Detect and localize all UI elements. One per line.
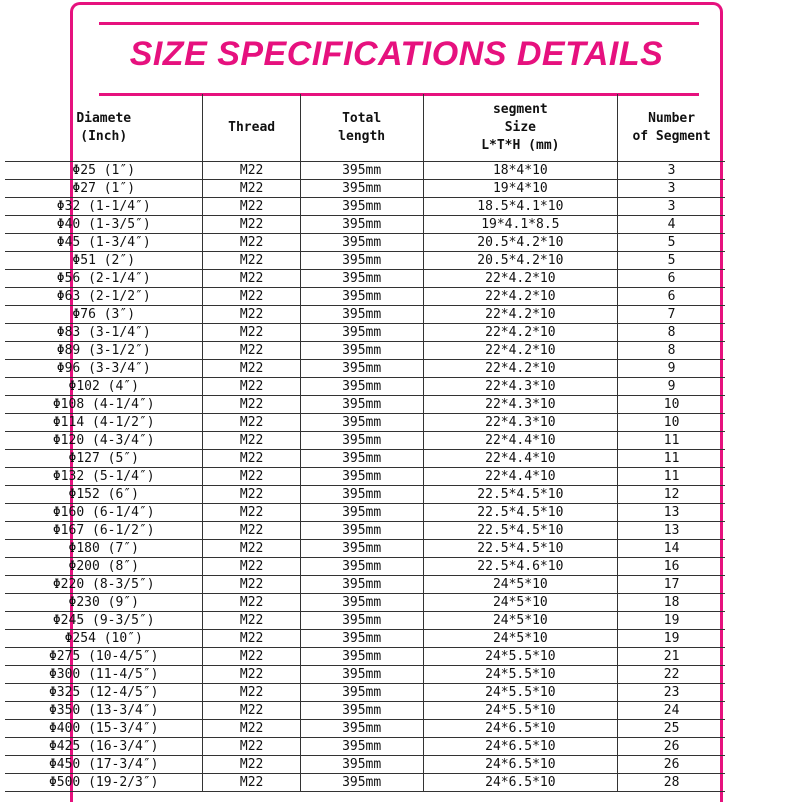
cell-segment-size: 24*5.5*10 [423, 684, 618, 702]
cell-total-length: 395mm [300, 504, 423, 522]
cell-segment-count: 8 [618, 324, 725, 342]
table-row [5, 414, 725, 432]
cell-segment-size: 22*4.2*10 [423, 360, 618, 378]
table-row [5, 774, 725, 792]
cell-diameter: Φ254 (10″) [5, 630, 203, 648]
cell-segment-size: 19*4*10 [423, 180, 618, 198]
cell-diameter: Φ200 (8″) [5, 558, 203, 576]
cell-total-length: 395mm [300, 612, 423, 630]
cell-diameter: Φ275 (10-4/5″) [5, 648, 203, 666]
column-header-diameter: Diamete (Inch) [5, 94, 203, 162]
cell-segment-size: 22*4.4*10 [423, 468, 618, 486]
cell-segment-size: 24*5.5*10 [423, 648, 618, 666]
table-row [5, 666, 725, 684]
table-body [5, 162, 725, 792]
cell-total-length: 395mm [300, 720, 423, 738]
cell-thread: M22 [203, 252, 300, 270]
cell-diameter: Φ132 (5-1/4″) [5, 468, 203, 486]
table-row [5, 684, 725, 702]
table-row [5, 360, 725, 378]
cell-thread: M22 [203, 234, 300, 252]
table-header-row [5, 94, 725, 162]
table-row [5, 306, 725, 324]
table-row [5, 702, 725, 720]
table-row [5, 630, 725, 648]
cell-segment-size: 24*5*10 [423, 576, 618, 594]
cell-segment-size: 24*5*10 [423, 612, 618, 630]
cell-total-length: 395mm [300, 288, 423, 306]
table-row [5, 198, 725, 216]
table-row [5, 378, 725, 396]
cell-thread: M22 [203, 324, 300, 342]
cell-thread: M22 [203, 738, 300, 756]
table-row [5, 234, 725, 252]
cell-segment-count: 10 [618, 396, 725, 414]
cell-segment-count: 4 [618, 216, 725, 234]
cell-segment-size: 24*6.5*10 [423, 720, 618, 738]
cell-segment-count: 13 [618, 504, 725, 522]
cell-thread: M22 [203, 594, 300, 612]
cell-diameter: Φ27 (1″) [5, 180, 203, 198]
cell-thread: M22 [203, 342, 300, 360]
cell-thread: M22 [203, 666, 300, 684]
cell-segment-size: 22.5*4.5*10 [423, 522, 618, 540]
cell-segment-count: 9 [618, 378, 725, 396]
cell-thread: M22 [203, 648, 300, 666]
cell-thread: M22 [203, 612, 300, 630]
cell-total-length: 395mm [300, 216, 423, 234]
table-row [5, 288, 725, 306]
cell-diameter: Φ300 (11-4/5″) [5, 666, 203, 684]
cell-thread: M22 [203, 630, 300, 648]
cell-segment-count: 17 [618, 576, 725, 594]
cell-diameter: Φ167 (6-1/2″) [5, 522, 203, 540]
cell-thread: M22 [203, 162, 300, 180]
title-top-rule [99, 22, 699, 25]
cell-segment-count: 23 [618, 684, 725, 702]
table-row [5, 450, 725, 468]
cell-diameter: Φ96 (3-3/4″) [5, 360, 203, 378]
table-row [5, 720, 725, 738]
cell-segment-count: 25 [618, 720, 725, 738]
table-row [5, 648, 725, 666]
column-header-number-of-segment: Number of Segment [618, 94, 725, 162]
cell-diameter: Φ102 (4″) [5, 378, 203, 396]
cell-diameter: Φ108 (4-1/4″) [5, 396, 203, 414]
cell-total-length: 395mm [300, 162, 423, 180]
cell-diameter: Φ51 (2″) [5, 252, 203, 270]
table-row [5, 540, 725, 558]
cell-diameter: Φ83 (3-1/4″) [5, 324, 203, 342]
cell-total-length: 395mm [300, 486, 423, 504]
cell-thread: M22 [203, 720, 300, 738]
cell-total-length: 395mm [300, 648, 423, 666]
table-row [5, 468, 725, 486]
cell-total-length: 395mm [300, 252, 423, 270]
cell-segment-count: 9 [618, 360, 725, 378]
cell-diameter: Φ230 (9″) [5, 594, 203, 612]
cell-diameter: Φ325 (12-4/5″) [5, 684, 203, 702]
table-row [5, 216, 725, 234]
cell-segment-size: 20.5*4.2*10 [423, 234, 618, 252]
cell-segment-size: 22.5*4.5*10 [423, 540, 618, 558]
cell-diameter: Φ63 (2-1/2″) [5, 288, 203, 306]
cell-segment-size: 22*4.4*10 [423, 432, 618, 450]
cell-total-length: 395mm [300, 324, 423, 342]
cell-total-length: 395mm [300, 684, 423, 702]
column-header-segment-size: segment Size L*T*H (mm) [423, 94, 618, 162]
table-row [5, 594, 725, 612]
cell-total-length: 395mm [300, 198, 423, 216]
cell-segment-size: 22*4.2*10 [423, 342, 618, 360]
cell-segment-count: 5 [618, 234, 725, 252]
table-row [5, 180, 725, 198]
cell-segment-count: 21 [618, 648, 725, 666]
cell-total-length: 395mm [300, 522, 423, 540]
table-row [5, 756, 725, 774]
cell-total-length: 395mm [300, 558, 423, 576]
cell-diameter: Φ425 (16-3/4″) [5, 738, 203, 756]
table-row [5, 612, 725, 630]
cell-segment-count: 5 [618, 252, 725, 270]
cell-segment-size: 22.5*4.5*10 [423, 486, 618, 504]
table-row [5, 324, 725, 342]
cell-diameter: Φ400 (15-3/4″) [5, 720, 203, 738]
cell-segment-count: 26 [618, 738, 725, 756]
page-title: SIZE SPECIFICATIONS DETAILS [129, 35, 664, 73]
cell-total-length: 395mm [300, 378, 423, 396]
cell-segment-count: 3 [618, 180, 725, 198]
cell-segment-size: 24*5.5*10 [423, 666, 618, 684]
table-row [5, 270, 725, 288]
cell-segment-count: 10 [618, 414, 725, 432]
cell-total-length: 395mm [300, 774, 423, 792]
column-header-total-length: Total length [300, 94, 423, 162]
cell-segment-count: 6 [618, 288, 725, 306]
cell-thread: M22 [203, 288, 300, 306]
table-row [5, 504, 725, 522]
cell-segment-count: 3 [618, 162, 725, 180]
column-header-thread: Thread [203, 94, 300, 162]
cell-segment-count: 11 [618, 468, 725, 486]
cell-segment-size: 22*4.2*10 [423, 270, 618, 288]
cell-segment-count: 7 [618, 306, 725, 324]
cell-diameter: Φ160 (6-1/4″) [5, 504, 203, 522]
cell-segment-size: 22*4.2*10 [423, 288, 618, 306]
cell-segment-count: 13 [618, 522, 725, 540]
cell-thread: M22 [203, 198, 300, 216]
cell-thread: M22 [203, 522, 300, 540]
cell-segment-count: 11 [618, 450, 725, 468]
cell-segment-size: 24*5*10 [423, 630, 618, 648]
cell-thread: M22 [203, 216, 300, 234]
cell-thread: M22 [203, 504, 300, 522]
cell-total-length: 395mm [300, 234, 423, 252]
cell-segment-size: 22*4.2*10 [423, 324, 618, 342]
cell-segment-count: 19 [618, 630, 725, 648]
cell-total-length: 395mm [300, 468, 423, 486]
cell-thread: M22 [203, 270, 300, 288]
cell-segment-count: 26 [618, 756, 725, 774]
cell-segment-size: 24*5*10 [423, 594, 618, 612]
cell-total-length: 395mm [300, 396, 423, 414]
cell-total-length: 395mm [300, 738, 423, 756]
table-row [5, 396, 725, 414]
table-row [5, 738, 725, 756]
cell-segment-count: 16 [618, 558, 725, 576]
cell-segment-size: 20.5*4.2*10 [423, 252, 618, 270]
cell-thread: M22 [203, 468, 300, 486]
table-row [5, 558, 725, 576]
cell-total-length: 395mm [300, 306, 423, 324]
cell-segment-count: 12 [618, 486, 725, 504]
size-spec-table [5, 94, 725, 792]
cell-segment-size: 22*4.3*10 [423, 378, 618, 396]
cell-diameter: Φ450 (17-3/4″) [5, 756, 203, 774]
cell-segment-size: 24*6.5*10 [423, 774, 618, 792]
cell-total-length: 395mm [300, 180, 423, 198]
cell-diameter: Φ45 (1-3/4″) [5, 234, 203, 252]
cell-diameter: Φ500 (19-2/3″) [5, 774, 203, 792]
table-row [5, 342, 725, 360]
cell-thread: M22 [203, 396, 300, 414]
cell-total-length: 395mm [300, 270, 423, 288]
cell-total-length: 395mm [300, 360, 423, 378]
cell-segment-size: 22.5*4.6*10 [423, 558, 618, 576]
cell-segment-size: 18.5*4.1*10 [423, 198, 618, 216]
cell-segment-count: 8 [618, 342, 725, 360]
cell-segment-size: 18*4*10 [423, 162, 618, 180]
table-row [5, 486, 725, 504]
cell-total-length: 395mm [300, 414, 423, 432]
cell-segment-count: 3 [618, 198, 725, 216]
cell-thread: M22 [203, 774, 300, 792]
cell-thread: M22 [203, 306, 300, 324]
cell-segment-size: 22*4.2*10 [423, 306, 618, 324]
cell-diameter: Φ180 (7″) [5, 540, 203, 558]
cell-thread: M22 [203, 684, 300, 702]
cell-thread: M22 [203, 702, 300, 720]
cell-segment-size: 22*4.3*10 [423, 396, 618, 414]
cell-diameter: Φ32 (1-1/4″) [5, 198, 203, 216]
cell-total-length: 395mm [300, 756, 423, 774]
table-row [5, 162, 725, 180]
cell-total-length: 395mm [300, 432, 423, 450]
cell-segment-size: 22.5*4.5*10 [423, 504, 618, 522]
cell-diameter: Φ245 (9-3/5″) [5, 612, 203, 630]
cell-total-length: 395mm [300, 450, 423, 468]
cell-segment-size: 19*4.1*8.5 [423, 216, 618, 234]
cell-thread: M22 [203, 540, 300, 558]
cell-diameter: Φ220 (8-3/5″) [5, 576, 203, 594]
cell-thread: M22 [203, 378, 300, 396]
cell-thread: M22 [203, 756, 300, 774]
cell-segment-size: 22*4.3*10 [423, 414, 618, 432]
table-row [5, 252, 725, 270]
cell-total-length: 395mm [300, 540, 423, 558]
cell-segment-count: 24 [618, 702, 725, 720]
cell-thread: M22 [203, 360, 300, 378]
cell-thread: M22 [203, 180, 300, 198]
cell-segment-size: 24*5.5*10 [423, 702, 618, 720]
cell-total-length: 395mm [300, 594, 423, 612]
cell-segment-count: 19 [618, 612, 725, 630]
cell-total-length: 395mm [300, 666, 423, 684]
cell-segment-size: 24*6.5*10 [423, 738, 618, 756]
cell-total-length: 395mm [300, 702, 423, 720]
table-row [5, 432, 725, 450]
cell-diameter: Φ120 (4-3/4″) [5, 432, 203, 450]
cell-diameter: Φ40 (1-3/5″) [5, 216, 203, 234]
cell-total-length: 395mm [300, 630, 423, 648]
cell-total-length: 395mm [300, 342, 423, 360]
cell-thread: M22 [203, 432, 300, 450]
cell-segment-size: 24*6.5*10 [423, 756, 618, 774]
cell-diameter: Φ89 (3-1/2″) [5, 342, 203, 360]
cell-segment-count: 22 [618, 666, 725, 684]
cell-segment-count: 18 [618, 594, 725, 612]
cell-thread: M22 [203, 576, 300, 594]
cell-diameter: Φ152 (6″) [5, 486, 203, 504]
cell-diameter: Φ76 (3″) [5, 306, 203, 324]
cell-diameter: Φ114 (4-1/2″) [5, 414, 203, 432]
cell-diameter: Φ350 (13-3/4″) [5, 702, 203, 720]
table-row [5, 522, 725, 540]
cell-thread: M22 [203, 486, 300, 504]
cell-diameter: Φ56 (2-1/4″) [5, 270, 203, 288]
cell-segment-count: 6 [618, 270, 725, 288]
cell-segment-size: 22*4.4*10 [423, 450, 618, 468]
cell-diameter: Φ25 (1″) [5, 162, 203, 180]
cell-segment-count: 28 [618, 774, 725, 792]
cell-thread: M22 [203, 414, 300, 432]
cell-thread: M22 [203, 558, 300, 576]
cell-total-length: 395mm [300, 576, 423, 594]
cell-diameter: Φ127 (5″) [5, 450, 203, 468]
cell-thread: M22 [203, 450, 300, 468]
table-row [5, 576, 725, 594]
cell-segment-count: 14 [618, 540, 725, 558]
cell-segment-count: 11 [618, 432, 725, 450]
